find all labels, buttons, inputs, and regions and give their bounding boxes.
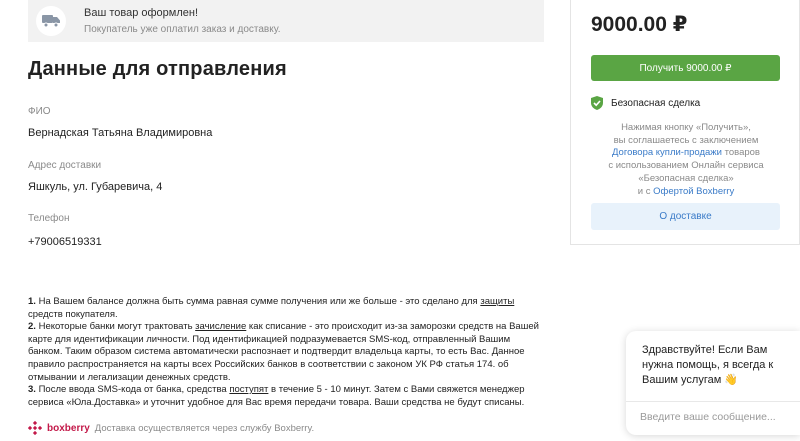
safe-deal-row: [591, 96, 700, 110]
footer-text: Доставка осуществляется через службу Boxberry.: [94, 422, 315, 434]
offer-link[interactable]: Офертой Boxberry: [653, 185, 735, 197]
terms-text: Нажимая кнопку «Получить», вы соглашаетесь с заключением Договора купли-продажи товаров с использованием Онлайн сервиса «Безопасная сделка» и с Офертой Boxberry: [608, 122, 764, 197]
contract-link[interactable]: Договора купли-продажи: [612, 147, 722, 159]
banner-subtitle: Покупатель уже оплатил заказ и доставку.: [84, 24, 281, 35]
truck-icon-badge: [36, 6, 66, 36]
address-label: Адрес доставки: [28, 160, 102, 171]
safe-deal-label: Безопасная сделка: [611, 97, 701, 109]
phone-value: +79006519331: [28, 236, 102, 248]
boxberry-logo-icon: [28, 421, 42, 435]
chat-widget: [626, 331, 800, 435]
truck-icon: [42, 14, 60, 28]
name-value: Вернадская Татьяна Владимировна: [28, 127, 213, 139]
note-item: 1. На Вашем балансе должна быть сумма равная сумме получения или же больше - это сделано для защиты средств покупателя.: [28, 296, 515, 320]
shield-check-icon: [591, 96, 603, 110]
chat-divider: [626, 401, 800, 402]
name-label: ФИО: [28, 106, 51, 117]
get-money-button[interactable]: Получить 9000.00 ₽: [591, 55, 780, 81]
address-value: Яшкуль, ул. Губаревича, 4: [28, 181, 163, 193]
page-title: Данные для отправления: [28, 58, 287, 80]
boxberry-brand: boxberry: [47, 422, 90, 434]
price: 9000.00 ₽: [591, 13, 688, 36]
phone-label: Телефон: [28, 213, 70, 224]
chat-input[interactable]: [640, 406, 796, 428]
about-delivery-button[interactable]: О доставке: [591, 203, 780, 230]
chat-message: Здравствуйте! Если Вам нужна помощь, я всегда к Вашим услугам 👋: [642, 344, 774, 386]
note-item: 3. После ввода SMS-кода от банка, средства поступят в течение 5 - 10 минут. Затем с Вами свяжется менеджер сервиса «Юла.Доставка» и уточнит удобное для Вас время передачи товара. Ваши средства не будут списаны.: [28, 384, 525, 408]
banner-title: Ваш товар оформлен!: [84, 7, 199, 19]
notes-list: [28, 296, 544, 409]
note-item: 2. Некоторые банки могут трактовать зачисление как списание - это происходит из-за заморозки средств на Вашей карте для идентификации личности. Под идентификацией подразумевается SMS-код, отправленный Вашим банком. Таким образом система автоматически распознает и подтвердит владельца карты, то есть Вас. Данное правило распространяется на карты всех Российских банков в соответствии с законом УК РФ статья 174. об отмывании и легализации денежных средств.: [28, 321, 539, 383]
delivery-footer: [28, 421, 314, 435]
